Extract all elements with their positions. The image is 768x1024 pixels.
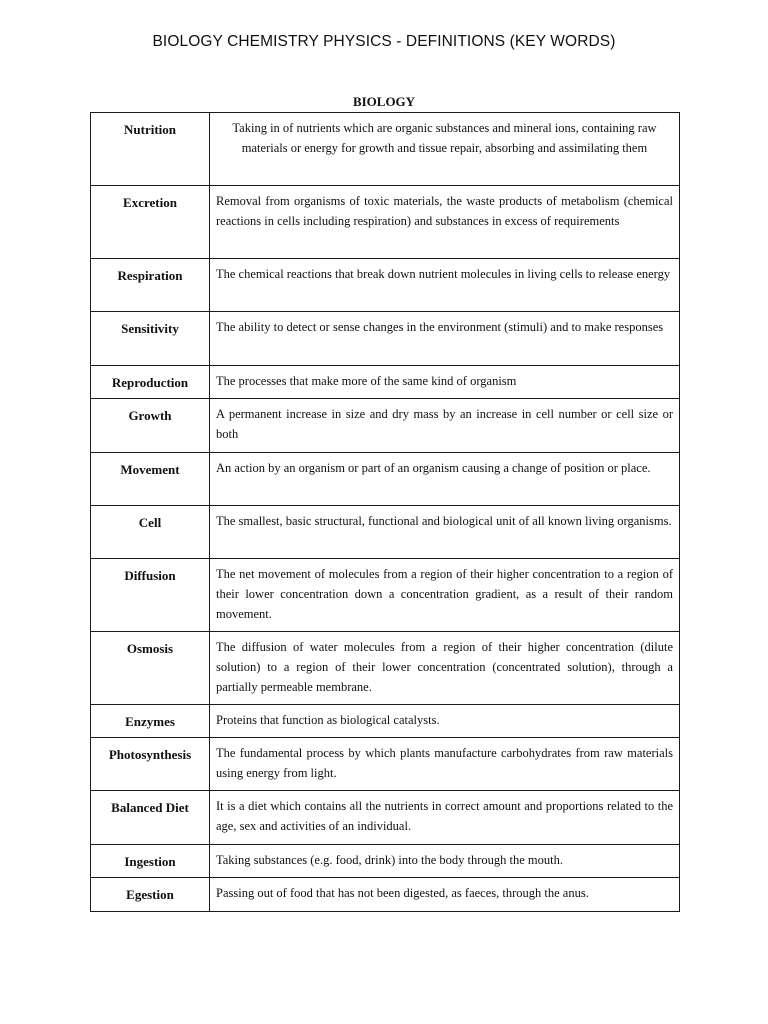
table-row	[91, 632, 680, 705]
term-cell: Sensitivity	[91, 312, 210, 366]
table-row	[91, 738, 680, 791]
term-cell: Reproduction	[91, 366, 210, 399]
table-row	[91, 113, 680, 186]
table-row	[91, 506, 680, 559]
definition-cell: Passing out of food that has not been digested, as faeces, through the anus.	[210, 878, 680, 912]
definition-cell: The net movement of molecules from a region of their higher concentration to a region of their lower concentration down a concentration gradient, as a result of their random movement.	[210, 559, 680, 632]
table-row	[91, 259, 680, 312]
table-row	[91, 399, 680, 453]
table-row	[91, 559, 680, 632]
definition-cell: The ability to detect or sense changes in the environment (stimuli) and to make responses	[210, 312, 680, 366]
table-row	[91, 453, 680, 506]
term-cell: Nutrition	[91, 113, 210, 186]
section-heading-biology: BIOLOGY	[352, 94, 416, 109]
definition-cell: It is a diet which contains all the nutrients in correct amount and proportions related to the age, sex and activities of an individual.	[210, 791, 680, 845]
table-row	[91, 312, 680, 366]
definition-cell: The fundamental process by which plants manufacture carbohydrates from raw materials using energy from light.	[210, 738, 680, 791]
definition-cell: The chemical reactions that break down nutrient molecules in living cells to release energy	[210, 259, 680, 312]
table-row	[91, 845, 680, 878]
term-cell: Osmosis	[91, 632, 210, 705]
term-cell: Respiration	[91, 259, 210, 312]
term-cell: Egestion	[91, 878, 210, 912]
definition-cell: A permanent increase in size and dry mass by an increase in cell number or cell size or both	[210, 399, 680, 453]
term-cell: Cell	[91, 506, 210, 559]
definition-cell: Taking substances (e.g. food, drink) into the body through the mouth.	[210, 845, 680, 878]
term-cell: Excretion	[91, 186, 210, 259]
term-cell: Diffusion	[91, 559, 210, 632]
page-title: BIOLOGY CHEMISTRY PHYSICS - DEFINITIONS (KEY WORDS)	[152, 33, 616, 50]
definition-cell: Taking in of nutrients which are organic substances and mineral ions, containing raw materials or energy for growth and tissue repair, absorbing and assimilating them	[210, 113, 680, 186]
definition-cell: Removal from organisms of toxic materials, the waste products of metabolism (chemical reactions in cells including respiration) and substances in excess of requirements	[210, 186, 680, 259]
definition-cell: Proteins that function as biological catalysts.	[210, 705, 680, 738]
table-row	[91, 186, 680, 259]
definition-cell: The processes that make more of the same kind of organism	[210, 366, 680, 399]
definitions-table	[90, 112, 680, 912]
definition-cell: An action by an organism or part of an organism causing a change of position or place.	[210, 453, 680, 506]
term-cell: Balanced Diet	[91, 791, 210, 845]
definition-cell: The smallest, basic structural, functional and biological unit of all known living organisms.	[210, 506, 680, 559]
term-cell: Movement	[91, 453, 210, 506]
term-cell: Ingestion	[91, 845, 210, 878]
term-cell: Enzymes	[91, 705, 210, 738]
table-row	[91, 791, 680, 845]
table-row	[91, 705, 680, 738]
term-cell: Photosynthesis	[91, 738, 210, 791]
table-row	[91, 878, 680, 912]
term-cell: Growth	[91, 399, 210, 453]
table-row	[91, 366, 680, 399]
definition-cell: The diffusion of water molecules from a region of their higher concentration (dilute solution) to a region of their lower concentration (concentrated solution), through a partially permeable membrane.	[210, 632, 680, 705]
